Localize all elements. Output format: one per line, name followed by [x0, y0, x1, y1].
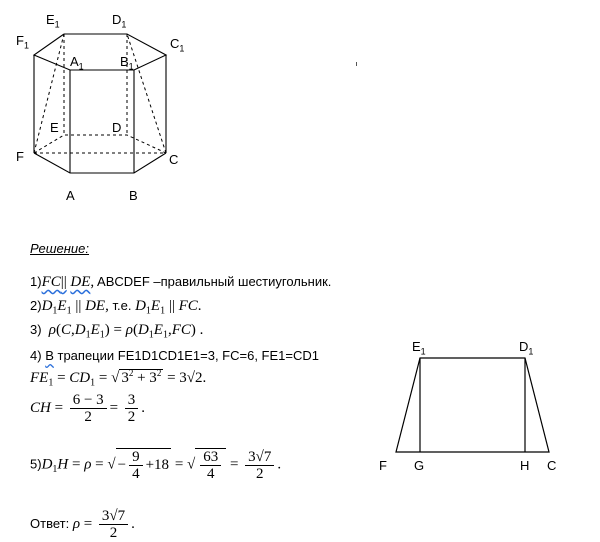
stray-dot [356, 62, 357, 66]
label-b: B [129, 188, 138, 203]
label-d1: $D_1$ [112, 12, 127, 30]
label-e1: $E_1$ [46, 12, 60, 30]
step-1: 1)FC|| DE, ABCDEF –правильный шестиугольник. [30, 274, 332, 290]
step-5: $5)D_1H = \rho$ = √ − $\frac{9}{4}$ +18 = √ $\frac{63}{4}$ = $\frac{3√7}{2}$ . [30, 448, 282, 482]
bottom-visible-edges [34, 153, 166, 173]
step-3: 3) $\rho(C,D_1E_1) = \rho(D_1E_1,FC)$ . [30, 322, 204, 341]
answer: Ответ: ρ = $\frac{3√7}{2}$ . [30, 508, 135, 541]
label-c: C [169, 152, 179, 167]
trap-label-h: H [520, 458, 530, 473]
label-f: F [16, 149, 24, 164]
label-f1: $F_1$ [16, 33, 29, 51]
hidden-bottom-edges [34, 135, 166, 153]
label-a: A [66, 188, 75, 203]
step-4: 4) В трапеции FE1D1CD1E1=3, FC=6, FE1=CD1 [30, 348, 319, 363]
trap-label-g: G [414, 458, 425, 473]
solution-heading: Решение: [30, 241, 90, 256]
label-a1: $A_1$ [70, 54, 84, 72]
step-2: $2)D_1E_1$ || DE, т.е. $D_1E_1$ || FC. [30, 298, 202, 317]
step-4-formula-ch: CH = $\frac{6 - 3}{2}$ = $\frac{3}{2}$ . [30, 392, 145, 425]
label-d: D [112, 120, 122, 135]
trap-label-e1: $E_1$ [412, 339, 426, 357]
trapezoid [396, 358, 549, 452]
trap-label-f: F [379, 458, 387, 473]
label-c1: $C_1$ [170, 36, 185, 54]
label-e: E [50, 120, 59, 135]
label-b1: $B_1$ [120, 54, 134, 72]
top-hexagon [34, 34, 166, 70]
prism-diagram [0, 0, 200, 210]
trap-label-d1: $D_1$ [519, 339, 534, 357]
trap-label-c: C [547, 458, 557, 473]
step-4-formula-fe1: $FE_1 = CD_1$ = √ $3^2 + 3^2 = 3√2$. [30, 368, 207, 389]
